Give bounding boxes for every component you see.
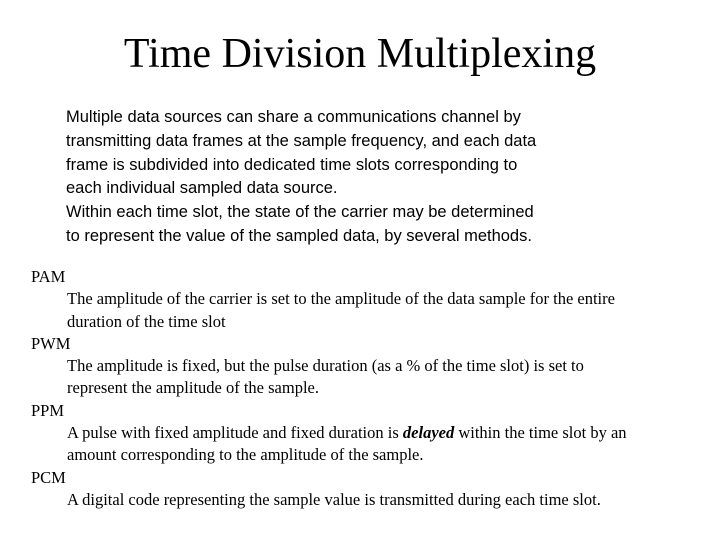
method-description — [31, 489, 701, 511]
intro-line: Within each time slot, the state of the carrier may be determined — [66, 203, 534, 222]
methods-list — [31, 266, 701, 511]
method-description — [31, 422, 701, 467]
method-description-line: represent the amplitude of the sample. — [67, 378, 319, 398]
intro-paragraph — [66, 106, 666, 249]
intro-line: transmitting data frames at the sample frequency, and each data — [66, 131, 537, 150]
text-run: within the time slot by an — [454, 423, 627, 443]
method-pam — [31, 266, 701, 333]
method-name: PAM — [31, 267, 66, 286]
intro-line: each individual sampled data source. — [66, 179, 338, 198]
text-run: A pulse with fixed amplitude and fixed duration is — [67, 423, 403, 443]
method-name: PPM — [31, 400, 65, 420]
slide-title: Time Division Multiplexing — [123, 31, 597, 77]
method-pwm — [31, 333, 701, 400]
method-name: PCM — [31, 467, 66, 487]
intro-line: Multiple data sources can share a communications channel by — [66, 108, 521, 126]
method-description-line: duration of the time slot — [67, 311, 226, 331]
method-pcm — [31, 467, 701, 512]
method-description-line: A digital code representing the sample value is transmitted during each time slot. — [67, 489, 601, 509]
method-ppm — [31, 400, 701, 467]
method-description-line — [67, 422, 701, 444]
emphasized-word: delayed — [402, 423, 455, 443]
method-name: PWM — [31, 333, 71, 353]
method-description — [31, 355, 701, 400]
method-description — [31, 288, 701, 333]
method-description-line: The amplitude is fixed, but the pulse duration (as a % of the time slot) is set to — [67, 356, 584, 376]
intro-line: to represent the value of the sampled data, by several methods. — [66, 226, 532, 245]
method-description-line: The amplitude of the carrier is set to the amplitude of the data sample for the entire — [67, 289, 615, 309]
method-description-line: amount corresponding to the amplitude of the sample. — [67, 445, 424, 465]
intro-line: frame is subdivided into dedicated time slots corresponding to — [66, 155, 518, 174]
